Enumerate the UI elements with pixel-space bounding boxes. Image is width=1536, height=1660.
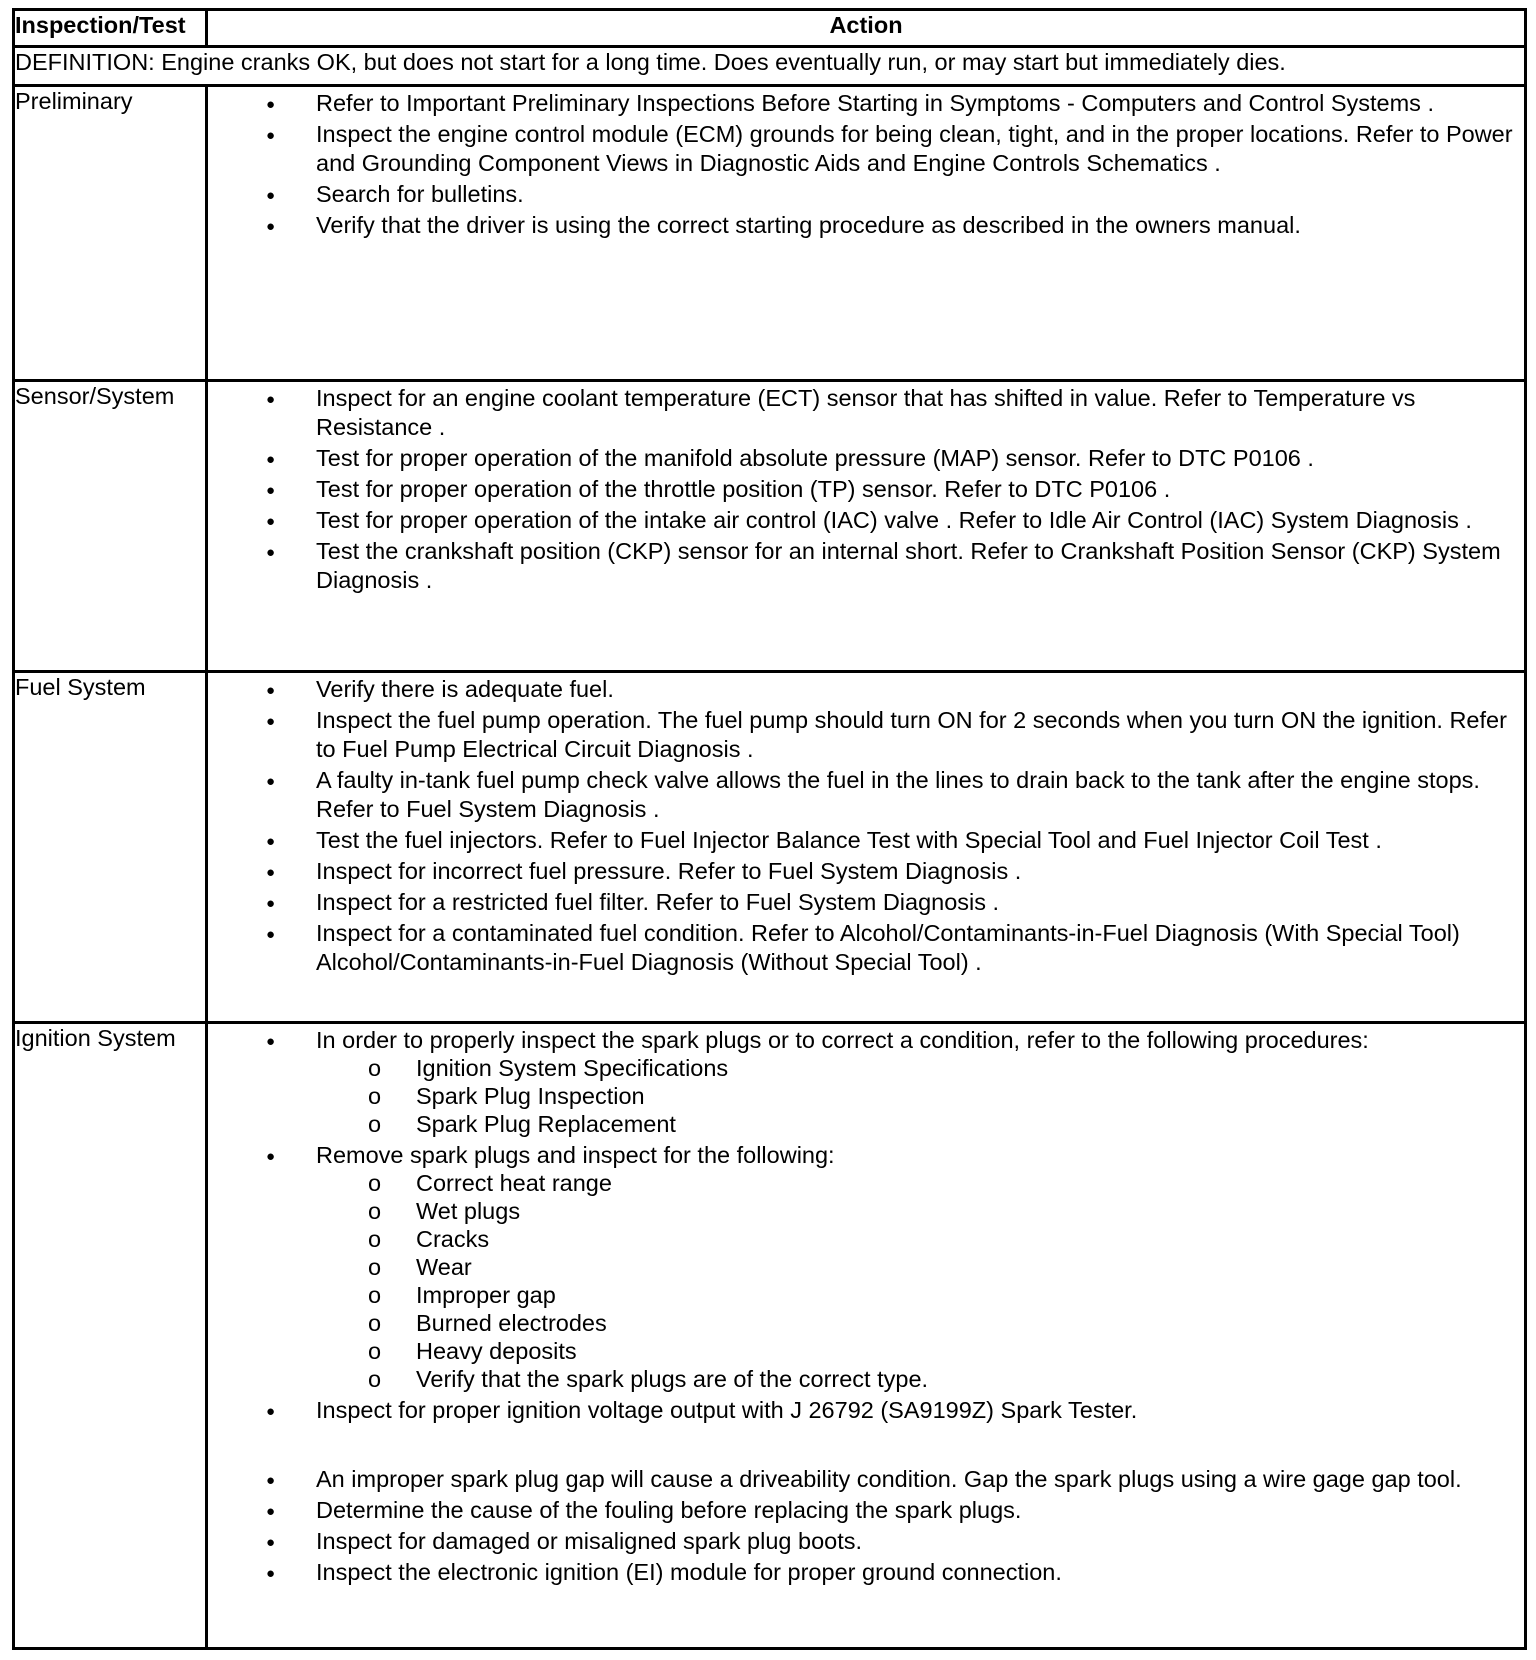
action-item-text: Remove spark plugs and inspect for the following: — [316, 1142, 835, 1168]
action-item: ● Inspect for incorrect fuel pressure. Refer to Fuel System Diagnosis . — [208, 857, 1524, 886]
header-row — [14, 10, 1526, 47]
action-item: ● Test for proper operation of the manifold absolute pressure (MAP) sensor. Refer to DTC P0106 . — [208, 444, 1524, 473]
action-item: ● Inspect the electronic ignition (EI) module for proper ground connection. — [208, 1558, 1524, 1587]
action-list — [208, 675, 1524, 977]
section-actions — [207, 86, 1526, 381]
action-item: ● Inspect for a contaminated fuel condition. Refer to Alcohol/Contaminants-in-Fuel Diagnosis (With Special Tool) Alcohol/Contaminants-in-Fuel Diagnosis (Without Special Tool) . — [208, 919, 1524, 977]
section-row-preliminary — [14, 86, 1526, 381]
section-label: Preliminary — [14, 86, 207, 381]
definition-text: DEFINITION: Engine cranks OK, but does not start for a long time. Does eventually run, or may start but immediately dies. — [14, 47, 1526, 86]
section-row-fuel-system — [14, 672, 1526, 1023]
action-item: ● Determine the cause of the fouling before replacing the spark plugs. — [208, 1496, 1524, 1525]
action-item: ● Verify that the driver is using the correct starting procedure as described in the owners manual. — [208, 211, 1524, 240]
action-item: ● An improper spark plug gap will cause a driveability condition. Gap the spark plugs using a wire gage gap tool. — [208, 1465, 1524, 1494]
action-item: ● A faulty in-tank fuel pump check valve allows the fuel in the lines to drain back to the tank after the engine stops. Refer to Fuel System Diagnosis . — [208, 766, 1524, 824]
sub-item: o Verify that the spark plugs are of the correct type. — [316, 1365, 1524, 1394]
header-action: Action — [207, 10, 1526, 47]
action-item: ● Inspect the engine control module (ECM) grounds for being clean, tight, and in the proper locations. Refer to Power and Grounding Component Views in Diagnostic Aids and Engine Controls Schematics . — [208, 120, 1524, 178]
sub-item: o Wet plugs — [316, 1197, 1524, 1226]
action-item — [208, 1026, 1524, 1139]
action-item: ● Inspect for damaged or misaligned spark plug boots. — [208, 1527, 1524, 1556]
sub-list — [316, 1169, 1524, 1394]
action-item: ● Search for bulletins. — [208, 180, 1524, 209]
action-item-text: In order to properly inspect the spark plugs or to correct a condition, refer to the following procedures: — [316, 1027, 1369, 1053]
section-row-ignition-system — [14, 1023, 1526, 1649]
action-item — [208, 1141, 1524, 1394]
section-actions — [207, 1023, 1526, 1649]
header-inspection-test: Inspection/Test — [14, 10, 207, 47]
sub-item: o Ignition System Specifications — [316, 1054, 1524, 1083]
sub-item: o Wear — [316, 1253, 1524, 1282]
section-label: Ignition System — [14, 1023, 207, 1649]
sub-item: o Correct heat range — [316, 1169, 1524, 1198]
action-item: ● Test the crankshaft position (CKP) sensor for an internal short. Refer to Crankshaft Position Sensor (CKP) System Diagnosis . — [208, 537, 1524, 595]
sub-item: o Improper gap — [316, 1281, 1524, 1310]
action-item: ● Test the fuel injectors. Refer to Fuel Injector Balance Test with Special Tool and Fuel Injector Coil Test . — [208, 826, 1524, 855]
definition-row — [14, 47, 1526, 86]
section-actions — [207, 381, 1526, 672]
sub-item: o Spark Plug Replacement — [316, 1110, 1524, 1139]
action-item: ● Inspect for an engine coolant temperature (ECT) sensor that has shifted in value. Refer to Temperature vs Resistance . — [208, 384, 1524, 442]
action-item: ● Inspect for a restricted fuel filter. Refer to Fuel System Diagnosis . — [208, 888, 1524, 917]
sub-item: o Cracks — [316, 1225, 1524, 1254]
section-actions — [207, 672, 1526, 1023]
diagnostic-table — [12, 8, 1527, 1650]
sub-item: o Heavy deposits — [316, 1337, 1524, 1366]
action-item: ● Test for proper operation of the throttle position (TP) sensor. Refer to DTC P0106 . — [208, 475, 1524, 504]
action-item: ● Refer to Important Preliminary Inspections Before Starting in Symptoms - Computers and Control Systems . — [208, 89, 1524, 118]
sub-list — [316, 1054, 1524, 1139]
action-list — [208, 89, 1524, 240]
section-label: Sensor/System — [14, 381, 207, 672]
action-item: ● Inspect for proper ignition voltage output with J 26792 (SA9199Z) Spark Tester. — [208, 1396, 1524, 1425]
action-list — [208, 1026, 1524, 1587]
section-label: Fuel System — [14, 672, 207, 1023]
sub-item: o Burned electrodes — [316, 1309, 1524, 1338]
action-item: ● Verify there is adequate fuel. — [208, 675, 1524, 704]
section-row-sensor-system — [14, 381, 1526, 672]
sub-item: o Spark Plug Inspection — [316, 1082, 1524, 1111]
action-list — [208, 384, 1524, 595]
action-item: ● Test for proper operation of the intake air control (IAC) valve . Refer to Idle Air Control (IAC) System Diagnosis . — [208, 506, 1524, 535]
action-item: ● Inspect the fuel pump operation. The fuel pump should turn ON for 2 seconds when you turn ON the ignition. Refer to Fuel Pump Electrical Circuit Diagnosis . — [208, 706, 1524, 764]
